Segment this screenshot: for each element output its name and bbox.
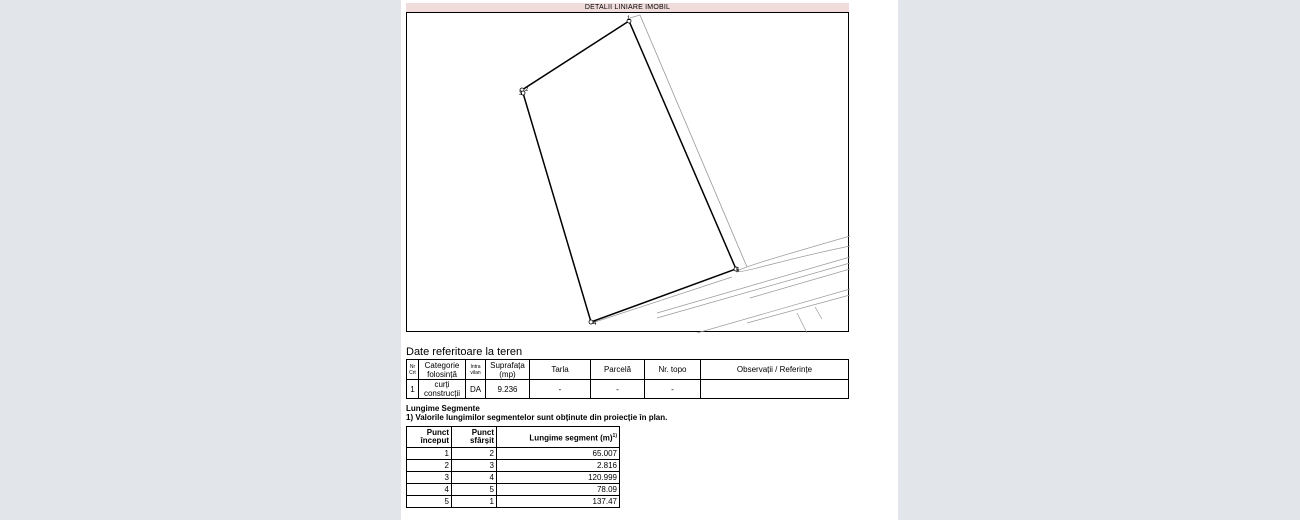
document-page bbox=[401, 0, 898, 520]
point-label-3: 3 bbox=[519, 91, 523, 97]
cell-observatii bbox=[701, 380, 849, 399]
segments-table bbox=[406, 426, 620, 508]
cell-end: 2 bbox=[452, 448, 497, 460]
cell-length: 2.816 bbox=[497, 460, 620, 472]
header-punct-sfarsit: Punct sfârșit bbox=[452, 427, 497, 448]
cell-nr-crt: 1 bbox=[407, 380, 419, 399]
cell-start: 1 bbox=[407, 448, 452, 460]
point-label-1: 1 bbox=[627, 16, 631, 22]
header-tarla: Tarla bbox=[530, 360, 591, 380]
cell-start: 5 bbox=[407, 496, 452, 508]
header-observatii: Observații / Referințe bbox=[701, 360, 849, 380]
parcel-plan bbox=[406, 12, 849, 332]
terrain-section-title: Date referitoare la teren bbox=[406, 346, 523, 358]
point-label-5: 5 bbox=[736, 268, 740, 274]
plan-title: DETALII LINIARE IMOBIL bbox=[406, 3, 849, 12]
point-label-4: 4 bbox=[593, 321, 597, 327]
terrain-table bbox=[406, 359, 849, 399]
header-lungime-segment bbox=[497, 427, 620, 448]
table-row bbox=[407, 448, 620, 460]
segments-header-row bbox=[407, 427, 620, 448]
header-nr-topo: Nr. topo bbox=[645, 360, 701, 380]
cell-suprafata: 9.236 bbox=[486, 380, 530, 399]
cell-start: 2 bbox=[407, 460, 452, 472]
header-nr-crt: Nr Crt bbox=[407, 360, 419, 380]
header-note-mark: 1) bbox=[612, 432, 617, 439]
cell-categorie: curți construcții bbox=[419, 380, 466, 399]
cell-length: 78.09 bbox=[497, 484, 620, 496]
cell-start: 3 bbox=[407, 472, 452, 484]
table-row bbox=[407, 380, 849, 399]
header-categorie: Categorie folosință bbox=[419, 360, 466, 380]
segments-note: 1) Valorile lungimilor segmentelor sunt obținute din proiecție în plan. bbox=[406, 413, 668, 422]
cell-nr-topo: - bbox=[645, 380, 701, 399]
neighbour-parcel-outline bbox=[630, 15, 747, 267]
road-lines bbox=[592, 236, 850, 333]
vertex-markers bbox=[520, 19, 738, 324]
cell-end: 5 bbox=[452, 484, 497, 496]
point-label-2: 2 bbox=[525, 87, 529, 93]
cell-length: 120.999 bbox=[497, 472, 620, 484]
cell-intravilan: DA bbox=[466, 380, 486, 399]
parcel-plan-drawing bbox=[407, 13, 850, 333]
header-punct-inceput: Punct început bbox=[407, 427, 452, 448]
cell-tarla: - bbox=[530, 380, 591, 399]
cell-start: 4 bbox=[407, 484, 452, 496]
table-row bbox=[407, 460, 620, 472]
cell-end: 1 bbox=[452, 496, 497, 508]
segments-title: Lungime Segmente bbox=[406, 404, 480, 413]
cell-end: 4 bbox=[452, 472, 497, 484]
header-intravilan: Intra vilan bbox=[466, 360, 486, 380]
header-parcela: Parcelă bbox=[591, 360, 645, 380]
terrain-header-row bbox=[407, 360, 849, 380]
table-row bbox=[407, 484, 620, 496]
header-suprafata: Suprafața (mp) bbox=[486, 360, 530, 380]
cell-parcela: - bbox=[591, 380, 645, 399]
table-row bbox=[407, 496, 620, 508]
header-lungime-label: Lungime segment (m) bbox=[529, 433, 613, 443]
table-row bbox=[407, 472, 620, 484]
cell-length: 65.007 bbox=[497, 448, 620, 460]
cell-end: 3 bbox=[452, 460, 497, 472]
cell-length: 137.47 bbox=[497, 496, 620, 508]
parcel-boundary bbox=[522, 21, 736, 322]
